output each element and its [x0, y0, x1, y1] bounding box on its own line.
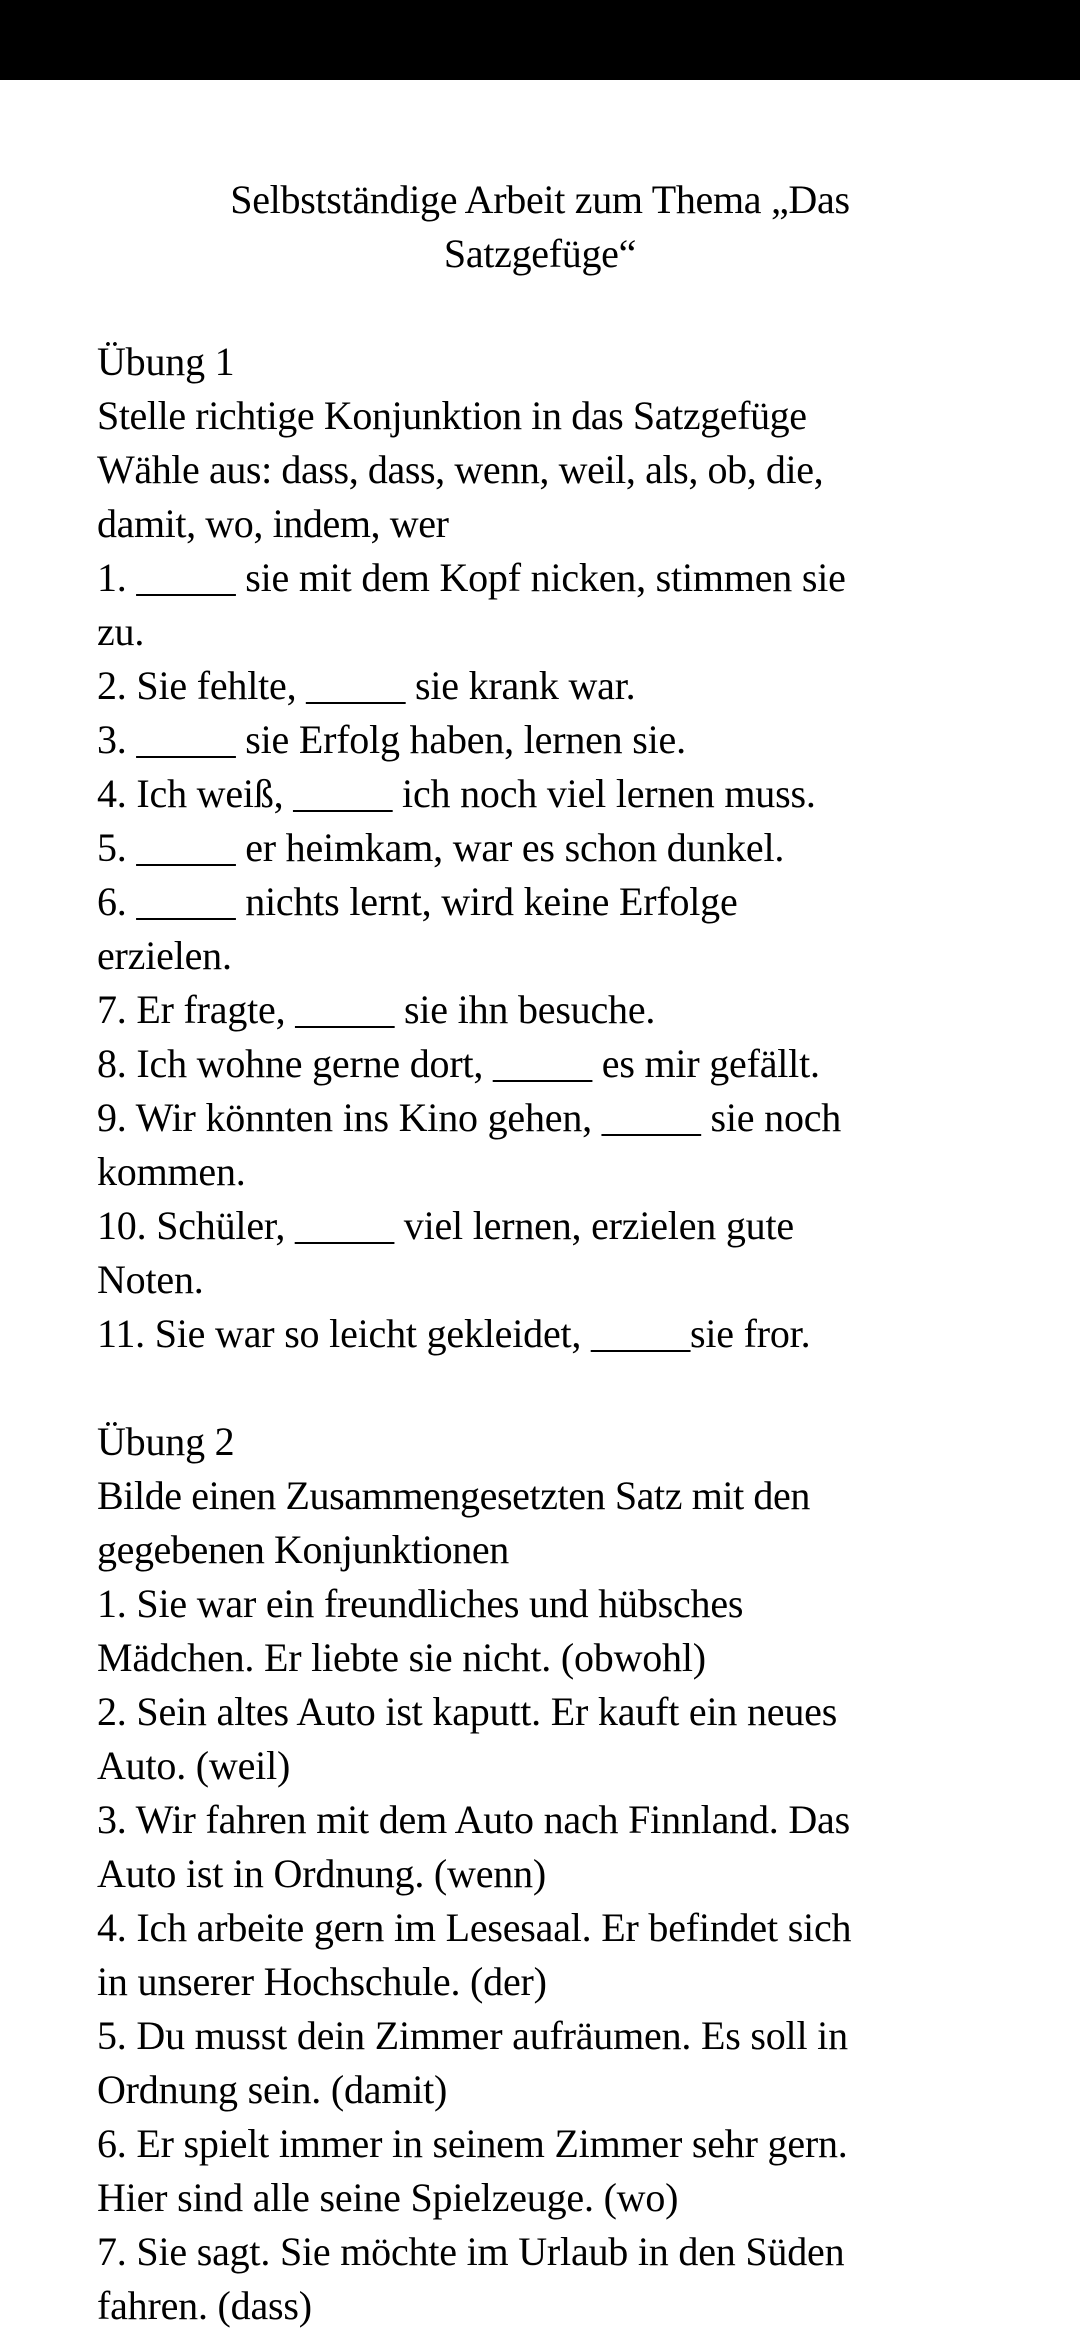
- exercise-2-item-line: Hier sind alle seine Spielzeuge. (wo): [97, 2175, 679, 2220]
- exercise-1-item-line: 6. _____ nichts lernt, wird keine Erfolge: [97, 879, 738, 924]
- exercise-1-item-line: 4. Ich weiß, _____ ich noch viel lernen muss.: [97, 771, 816, 816]
- exercise-1-item-line: kommen.: [97, 1149, 246, 1194]
- document-body: [97, 335, 1002, 2333]
- exercise-2-item-line: 2. Sein altes Auto ist kaputt. Er kauft ein neues: [97, 1689, 838, 1734]
- exercise-1-item-line: 2. Sie fehlte, _____ sie krank war.: [97, 663, 636, 708]
- exercise-1-item-line: 5. _____ er heimkam, war es schon dunkel.: [97, 825, 785, 870]
- title-line-1: Selbstständige Arbeit zum Thema „Das: [230, 177, 850, 222]
- exercise-2-instruction-line: Bilde einen Zusammengesetzten Satz mit den: [97, 1473, 810, 1518]
- exercise-2-item-line: Auto. (weil): [97, 1743, 291, 1788]
- title-line-2: Satzgefüge“: [443, 231, 637, 276]
- exercise-1-instruction-line: damit, wo, indem, wer: [97, 501, 449, 546]
- exercise-2-item-line: 1. Sie war ein freundliches und hübsches: [97, 1581, 744, 1626]
- exercise-2-instruction-line: gegebenen Konjunktionen: [97, 1527, 509, 1572]
- exercise-1-item-line: 1. _____ sie mit dem Kopf nicken, stimmen sie: [97, 555, 846, 600]
- exercise-2-item-line: fahren. (dass): [97, 2283, 312, 2328]
- status-bar: [0, 0, 1080, 80]
- document-page: [0, 80, 1080, 2340]
- exercise-1-item-line: Noten.: [97, 1257, 204, 1302]
- exercise-1-instruction-line: Wähle aus: dass, dass, wenn, weil, als, ob, die,: [97, 447, 824, 492]
- exercise-1-heading: Übung 1: [97, 339, 235, 384]
- document-title: [97, 173, 983, 281]
- exercise-2-item-line: 7. Sie sagt. Sie möchte im Urlaub in den Süden: [97, 2229, 845, 2274]
- exercise-1-item-line: 8. Ich wohne gerne dort, _____ es mir gefällt.: [97, 1041, 820, 1086]
- exercise-1-instruction-line: Stelle richtige Konjunktion in das Satzgefüge: [97, 393, 807, 438]
- exercise-2-item-line: Auto ist in Ordnung. (wenn): [97, 1851, 546, 1896]
- exercise-2-item-line: in unserer Hochschule. (der): [97, 1959, 547, 2004]
- exercise-1-item-line: 11. Sie war so leicht gekleidet, _____sie fror.: [97, 1311, 811, 1356]
- exercise-1-item-line: 10. Schüler, _____ viel lernen, erzielen gute: [97, 1203, 794, 1248]
- exercise-2-item-line: Ordnung sein. (damit): [97, 2067, 448, 2112]
- exercise-2-item-line: 3. Wir fahren mit dem Auto nach Finnland. Das: [97, 1797, 850, 1842]
- exercise-1-item-line: 3. _____ sie Erfolg haben, lernen sie.: [97, 717, 686, 762]
- exercise-2-item-line: 4. Ich arbeite gern im Lesesaal. Er befindet sich: [97, 1905, 852, 1950]
- exercise-1-item-line: 9. Wir könnten ins Kino gehen, _____ sie noch: [97, 1095, 842, 1140]
- exercise-2-item-line: Mädchen. Er liebte sie nicht. (obwohl): [97, 1635, 706, 1680]
- exercise-1-item-line: 7. Er fragte, _____ sie ihn besuche.: [97, 987, 656, 1032]
- exercise-2-item-line: 6. Er spielt immer in seinem Zimmer sehr gern.: [97, 2121, 848, 2166]
- exercise-2-item-line: 5. Du musst dein Zimmer aufräumen. Es soll in: [97, 2013, 848, 2058]
- exercise-1-item-line: zu.: [97, 609, 145, 654]
- exercise-1-item-line: erzielen.: [97, 933, 232, 978]
- exercise-2-heading: Übung 2: [97, 1419, 235, 1464]
- section-spacer: [97, 1361, 1002, 1415]
